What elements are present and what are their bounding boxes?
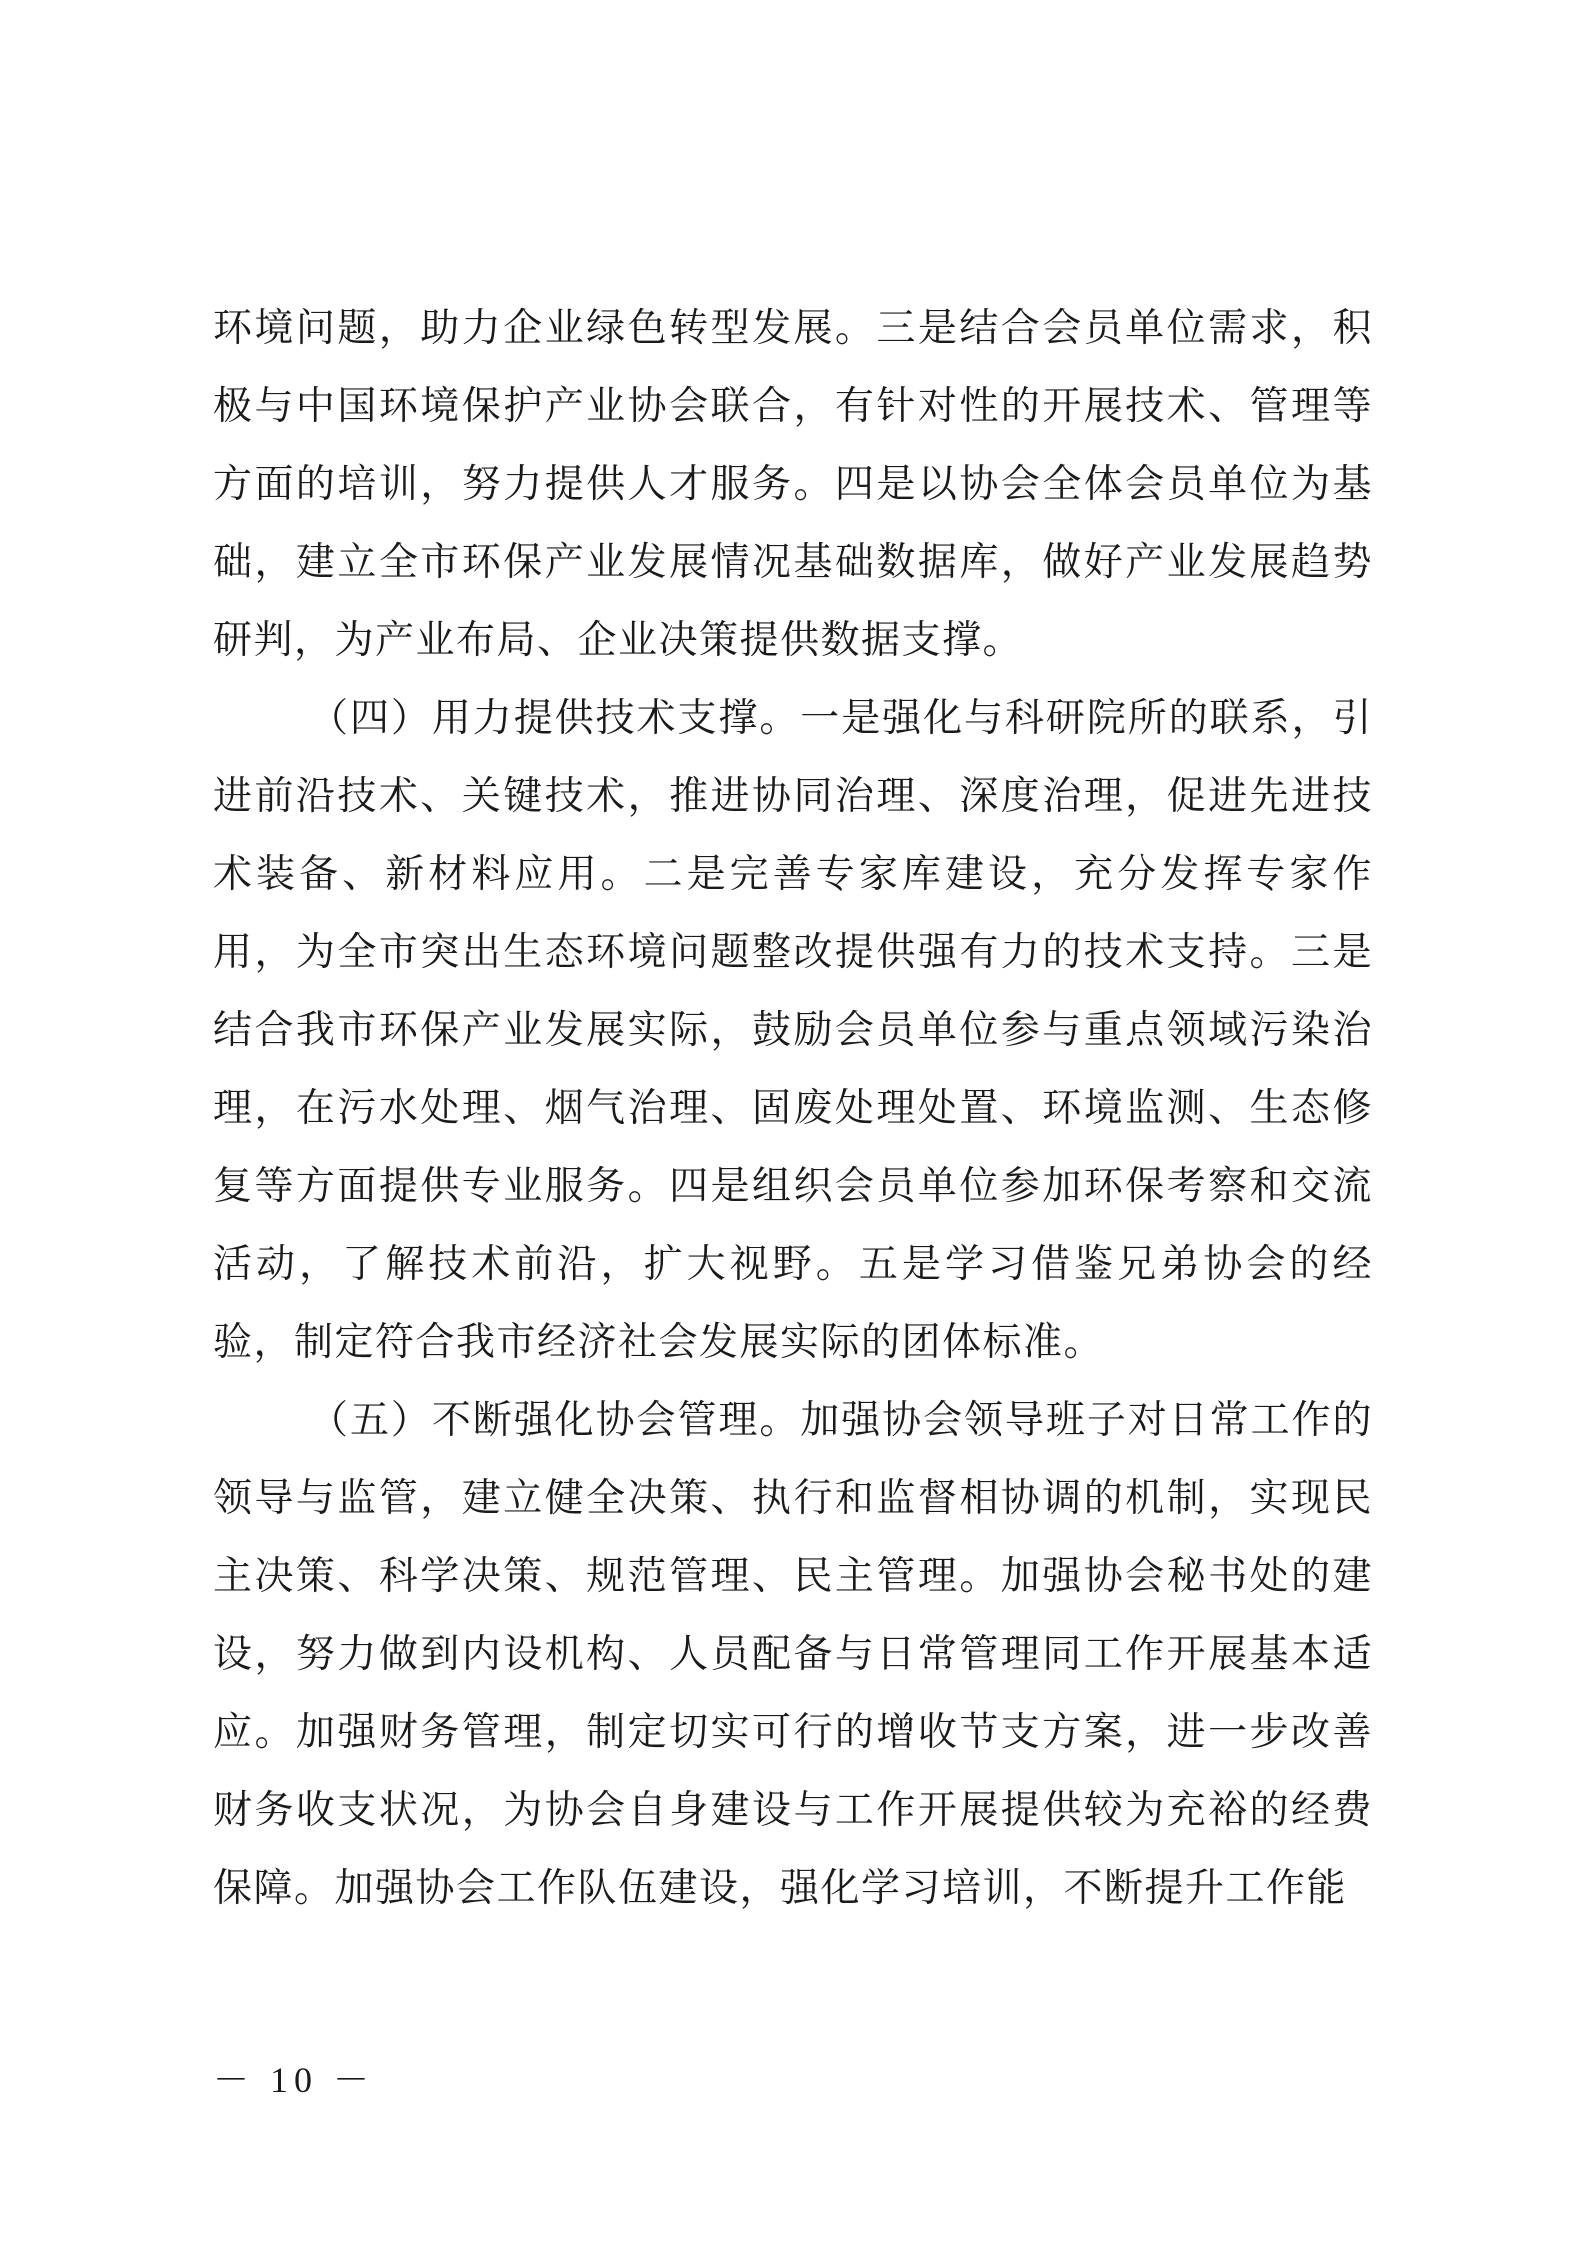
paragraph-section-four: （四）用力提供技术支撑。一是强化与科研院所的联系，引进前沿技术、关键技术，推进协同治理、深度治理，促进先进技术装备、新材料应用。二是完善专家库建设，充分发挥专家作用，为全市突出生态环境问题整改提供强有力的技术支持。三是结合我市环保产业发展实际，鼓励会员单位参与重点领域污染治理，在污水处理、烟气治理、固废处理处置、环境监测、生态修复等方面提供专业服务。四是组织会员单位参加环保考察和交流活动，了解技术前沿，扩大视野。五是学习借鉴兄弟协会的经验，制定符合我市经济社会发展实际的团体标准。: [213, 696, 1373, 1365]
paragraph-section-five: （五）不断强化协会管理。加强协会领导班子对日常工作的领导与监管，建立健全决策、执行和监督相协调的机制，实现民主决策、科学决策、规范管理、民主管理。加强协会秘书处的建设，努力做到内设机构、人员配备与日常管理同工作开展基本适应。加强财务管理，制定切实可行的增收节支方案，进一步改善财务收支状况，为协会自身建设与工作开展提供较为充裕的经费保障。加强协会工作队伍建设，强化学习培训，不断提升工作能: [213, 1398, 1373, 1911]
page-number: － 10 －: [213, 2060, 376, 2100]
body-text: [213, 290, 1373, 1928]
paragraph-continuation: 环境问题，助力企业绿色转型发展。三是结合会员单位需求，积极与中国环境保护产业协会联合，有针对性的开展技术、管理等方面的培训，努力提供人才服务。四是以协会全体会员单位为基础，建立全市环保产业发展情况基础数据库，做好产业发展趋势研判，为产业布局、企业决策提供数据支撑。: [213, 306, 1373, 663]
